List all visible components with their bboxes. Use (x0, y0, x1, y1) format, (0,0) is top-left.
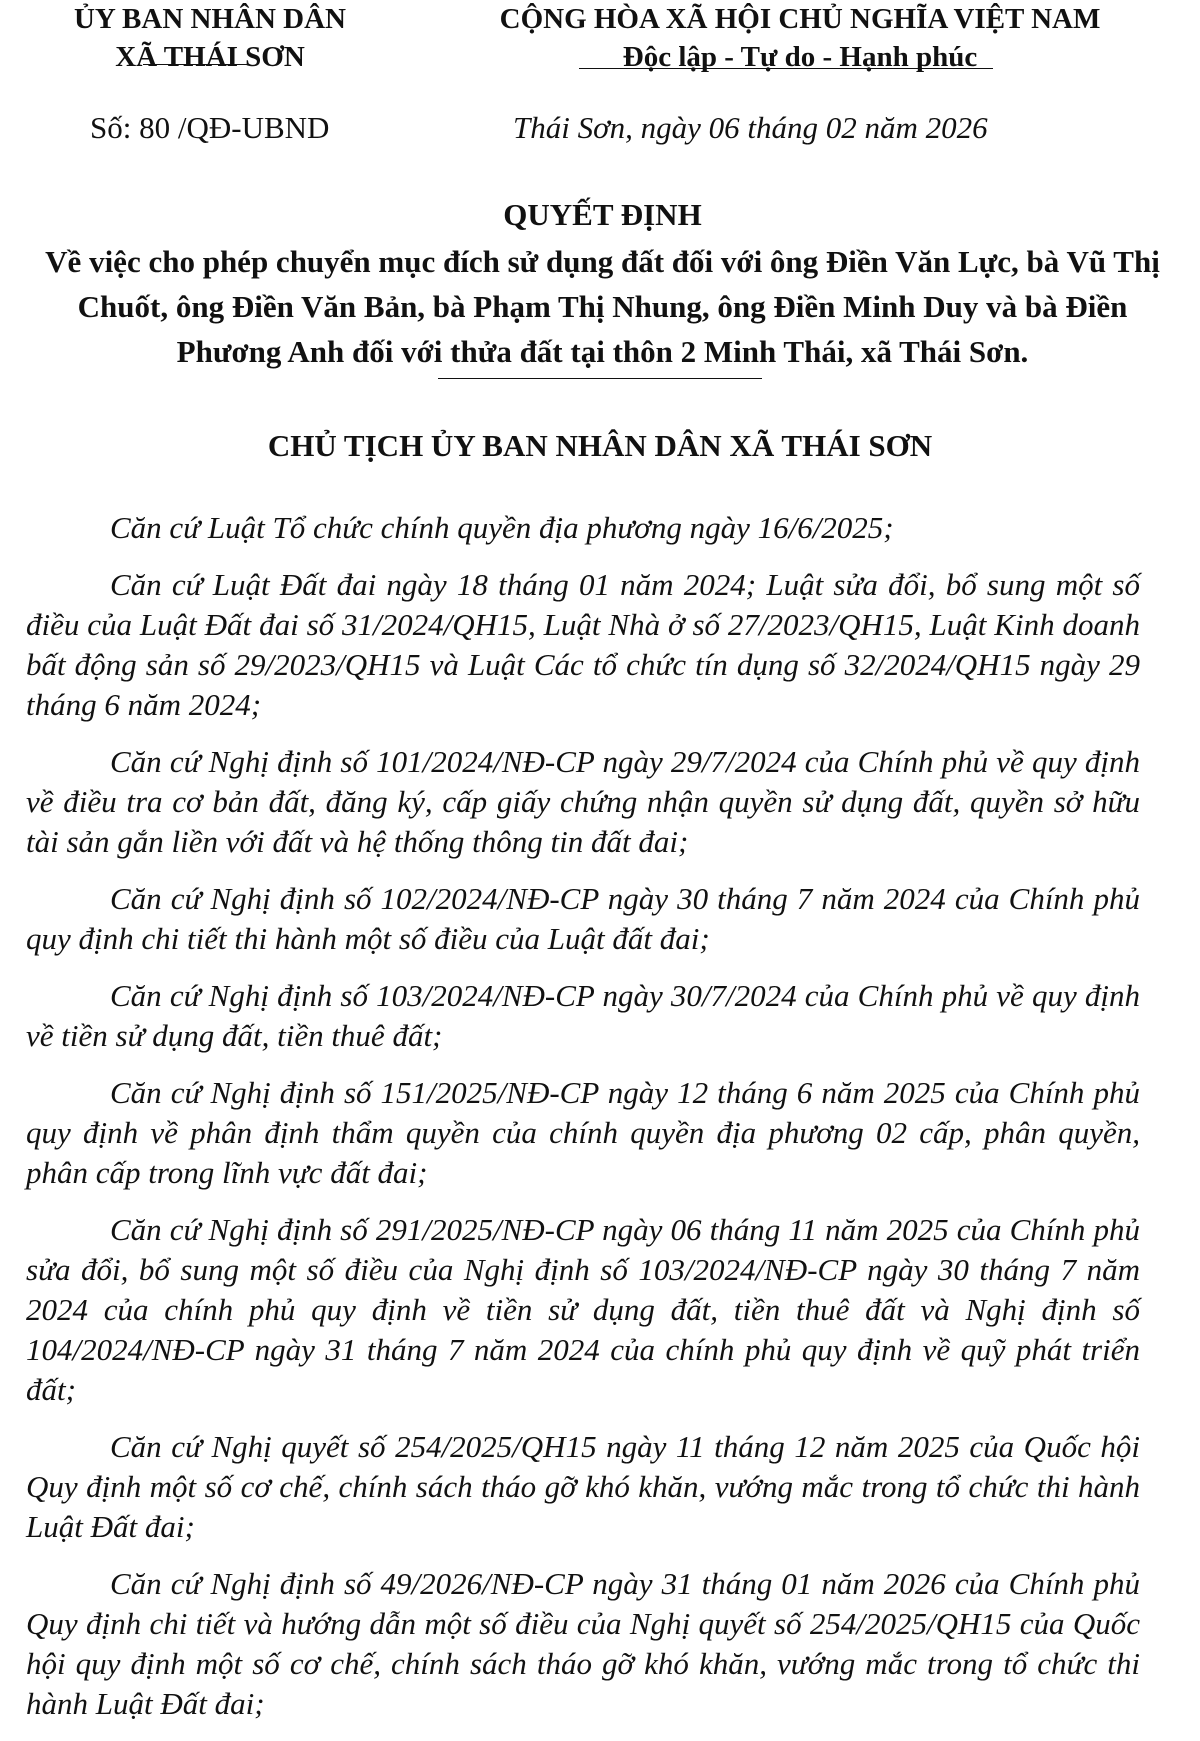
legal-basis-paragraph: Căn cứ Nghị định số 103/2024/NĐ-CP ngày 30/7/2024 của Chính phủ về quy định về tiền sử dụng đất, tiền thuê đất; (26, 978, 1140, 1053)
legal-basis-paragraph: Căn cứ Nghị quyết số 254/2025/QH15 ngày 11 tháng 12 năm 2025 của Quốc hội Quy định một số cơ chế, chính sách tháo gỡ khó khăn, vướng mắc trong tổ chức thi hành Luật Đất đai; (26, 1429, 1140, 1544)
agency-line-1: ỦY BAN NHÂN DÂN (73, 3, 346, 35)
nation-line-2: Độc lập - Tự do - Hạnh phúc (622, 41, 978, 73)
legal-basis-paragraph: Căn cứ Nghị định số 291/2025/NĐ-CP ngày 06 tháng 11 năm 2025 của Chính phủ sửa đổi, bổ sung một số điều của Nghị định số 103/2024/NĐ-CP ngày 30 tháng 7 năm 2024 của chính phủ quy định về tiền sử dụng đất, tiền thuê đất và Nghị định số 104/2024/NĐ-CP ngày 31 tháng 7 năm 2024 của chính phủ quy định về quỹ phát triển đất; (26, 1212, 1140, 1407)
authority-line: CHỦ TỊCH ỦY BAN NHÂN DÂN XÃ THÁI SƠN (267, 428, 933, 463)
motto-underline (579, 68, 993, 69)
decision-subject: Về việc cho phép chuyển mục đích sử dụng đất đối với ông Điền Văn Lực, bà Vũ Thị Chuốt, ông Điền Văn Bản, bà Phạm Thị Nhung, ông Điền Minh Duy và bà Điền Phương Anh đối với thửa đất tại thôn 2 Minh Thái, xã Thái Sơn. (45, 244, 1160, 369)
place-date: Thái Sơn, ngày 06 tháng 02 năm 2026 (513, 110, 988, 145)
document-number: Số: 80 /QĐ-UBND (90, 110, 330, 145)
agency-line-2: XÃ THÁI SƠN (115, 41, 305, 73)
nation-line-1: CỘNG HÒA XÃ HỘI CHỦ NGHĨA VIỆT NAM (499, 3, 1101, 35)
legal-basis-paragraph: Căn cứ Nghị định số 49/2026/NĐ-CP ngày 31 tháng 01 năm 2026 của Chính phủ Quy định chi tiết và hướng dẫn một số điều của Nghị quyết số 254/2025/QH15 của Quốc hội quy định một số cơ chế, chính sách tháo gỡ khó khăn, vướng mắc trong tổ chức thi hành Luật Đất đai; (26, 1566, 1140, 1721)
legal-bases (26, 508, 1140, 1741)
legal-basis-paragraph: Căn cứ Nghị định số 101/2024/NĐ-CP ngày 29/7/2024 của Chính phủ về quy định về điều tra cơ bản đất, đăng ký, cấp giấy chứng nhận quyền sử dụng đất, quyền sở hữu tài sản gắn liền với đất và hệ thống thông tin đất đai; (26, 744, 1140, 859)
decision-heading: QUYẾT ĐỊNH (503, 197, 702, 232)
subject-underline (438, 378, 762, 379)
legal-basis-paragraph: Căn cứ Nghị định số 102/2024/NĐ-CP ngày 30 tháng 7 năm 2024 của Chính phủ quy định chi tiết thi hành một số điều của Luật đất đai; (26, 881, 1140, 956)
agency-underline (143, 64, 249, 65)
legal-basis-paragraph: Căn cứ Luật Tổ chức chính quyền địa phương ngày 16/6/2025; (110, 510, 894, 545)
legal-basis-paragraph: Căn cứ Luật Đất đai ngày 18 tháng 01 năm 2024; Luật sửa đổi, bổ sung một số điều của Luật Đất đai số 31/2024/QH15, Luật Nhà ở số 27/2023/QH15, Luật Kinh doanh bất động sản số 29/2023/QH15 và Luật Các tổ chức tín dụng số 32/2024/QH15 ngày 29 tháng 6 năm 2024; (26, 567, 1140, 722)
legal-basis-paragraph: Căn cứ Nghị định số 151/2025/NĐ-CP ngày 12 tháng 6 năm 2025 của Chính phủ quy định về phân định thẩm quyền của chính quyền địa phương 02 cấp, phân quyền, phân cấp trong lĩnh vực đất đai; (26, 1075, 1140, 1190)
national-motto (420, 0, 1180, 76)
decision-title-block (25, 195, 1180, 374)
